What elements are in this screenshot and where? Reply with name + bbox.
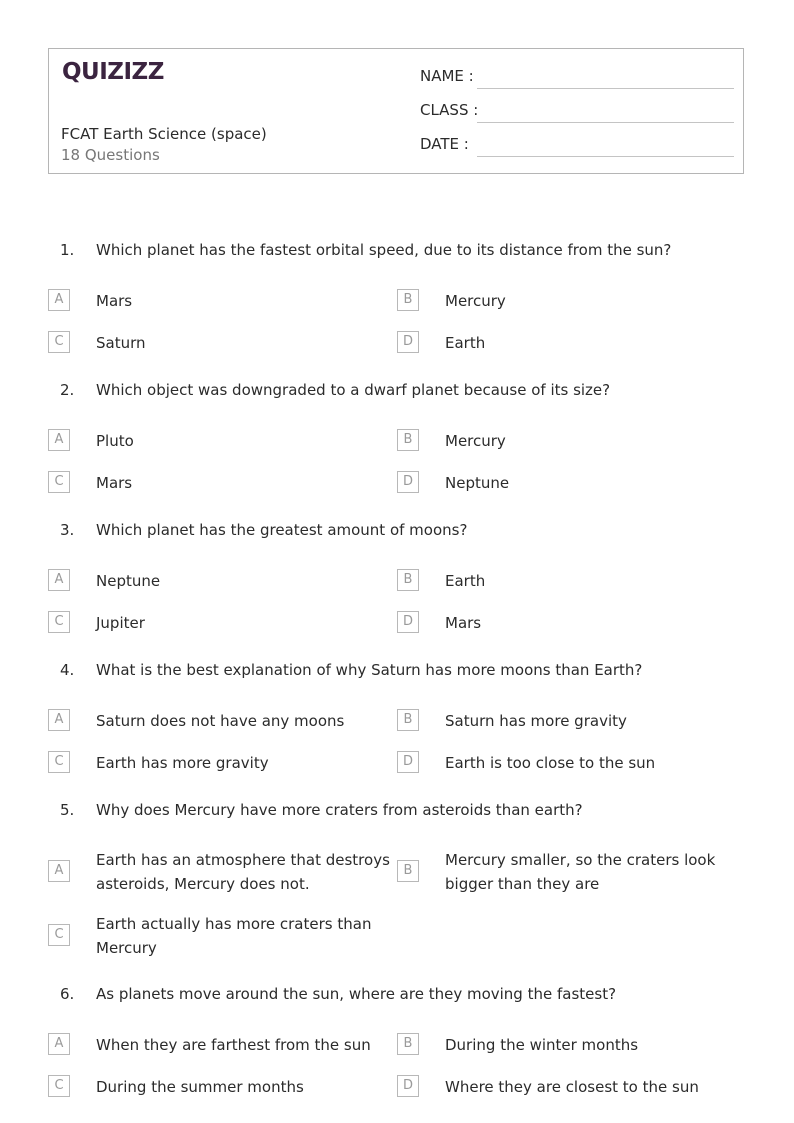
option-letter-box: A [48,709,70,731]
option-text: Pluto [96,432,134,450]
option-letter-box: D [397,331,419,353]
option-letter-box: B [397,569,419,591]
name-line [477,88,734,89]
worksheet-header [48,48,744,174]
question-text: What is the best explanation of why Saturn has more moons than Earth? [96,661,643,679]
option-letter-box: A [48,289,70,311]
question-number: 4. [60,661,75,679]
option-letter-box: B [397,709,419,731]
class-line [477,122,734,123]
date-label: DATE : [420,135,469,153]
option-text: Mercury [445,432,506,450]
option-text: Earth [445,334,486,352]
option-letter-box: A [48,569,70,591]
option-text: Earth [445,572,486,590]
option-text: When they are farthest from the sun [96,1036,371,1054]
option-letter-box: C [48,611,70,633]
class-label: CLASS : [420,101,479,119]
worksheet-title: FCAT Earth Science (space) [61,125,267,143]
name-label: NAME : [420,67,474,85]
option-letter-box: D [397,611,419,633]
date-line [477,156,734,157]
option-text: Earth has more gravity [96,754,269,772]
question-number: 3. [60,521,75,539]
class-field [420,101,734,125]
question-number: 6. [60,985,75,1003]
option-text: Mars [96,474,133,492]
option-letter-box: B [397,1033,419,1055]
question-text: As planets move around the sun, where are they moving the fastest? [96,985,617,1003]
option-text: Saturn has more gravity [445,712,627,730]
option-letter-box: C [48,924,70,946]
option-letter-box: C [48,1075,70,1097]
option-letter-box: A [48,860,70,882]
option-letter-box: D [397,471,419,493]
question-number: 2. [60,381,75,399]
quizizz-logo: QUIZIZZ [62,59,164,85]
option-text: Saturn does not have any moons [96,712,345,730]
option-text: Saturn [96,334,146,352]
option-letter-box: A [48,429,70,451]
option-text: Earth actually has more craters than Mercury [96,915,372,957]
question-text: Which object was downgraded to a dwarf planet because of its size? [96,381,611,399]
option-letter-box: C [48,751,70,773]
option-letter-box: C [48,331,70,353]
option-text: Where they are closest to the sun [445,1078,699,1096]
option-letter-box: D [397,751,419,773]
question-text: Which planet has the greatest amount of moons? [96,521,468,539]
option-text: Earth has an atmosphere that destroys asteroids, Mercury does not. [96,851,390,893]
name-field [420,67,734,91]
date-field [420,135,734,159]
question-number: 1. [60,241,75,259]
option-letter-box: D [397,1075,419,1097]
option-text: Neptune [445,474,510,492]
question-text: Why does Mercury have more craters from asteroids than earth? [96,801,583,819]
option-letter-box: B [397,289,419,311]
option-text: Neptune [96,572,161,590]
option-text: Jupiter [96,614,145,632]
option-text: During the winter months [445,1036,639,1054]
option-text: Mars [445,614,482,632]
option-text: Earth is too close to the sun [445,754,656,772]
option-letter-box: B [397,860,419,882]
question-text: Which planet has the fastest orbital speed, due to its distance from the sun? [96,241,672,259]
option-letter-box: A [48,1033,70,1055]
option-text: Mars [96,292,133,310]
question-number: 5. [60,801,75,819]
option-text: During the summer months [96,1078,304,1096]
option-letter-box: C [48,471,70,493]
option-text: Mercury [445,292,506,310]
option-text: Mercury smaller, so the craters look bigger than they are [445,851,716,893]
option-letter-box: B [397,429,419,451]
question-count: 18 Questions [61,146,160,164]
